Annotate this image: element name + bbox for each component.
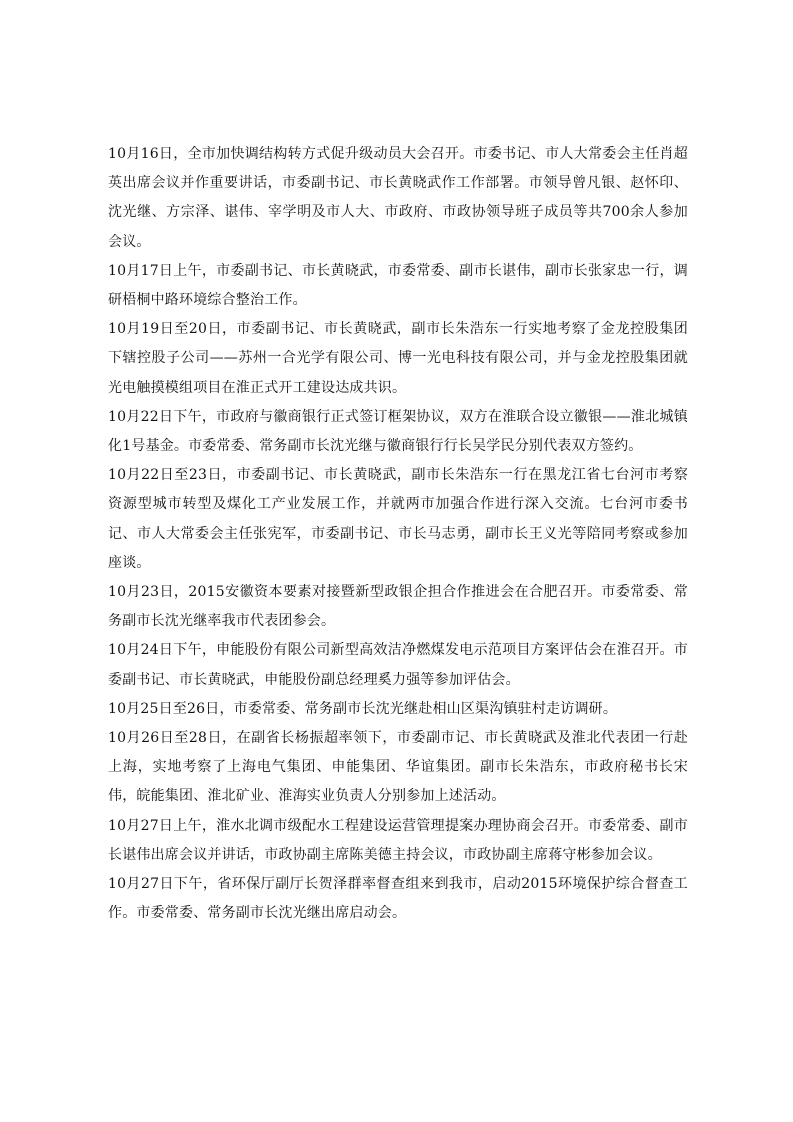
paragraph-oct16: 10月16日，全市加快调结构转方式促升级动员大会召开。市委书记、市人大常委会主任肖超英出席会议并作重要讲话，市委副书记、市长黄晓武作工作部署。市领导曾凡银、赵怀印、沈光继、方宗泽、谌伟、宰学明及市人大、市政府、市政协领导班子成员等共700余人参加会议。 — [108, 146, 688, 250]
paragraph-oct23: 10月23日，2015安徽资本要素对接暨新型政银企担合作推进会在合肥召开。市委常委、常务副市长沈光继率我市代表团参会。 — [108, 584, 688, 630]
paragraph-oct17: 10月17日上午，市委副书记、市长黄晓武，市委常委、副市长谌伟，副市长张家忠一行，调研梧桐中路环境综合整治工作。 — [108, 262, 688, 309]
paragraph-oct24: 10月24日下午，申能股份有限公司新型高效洁净燃煤发电示范项目方案评估会在淮召开。市委副书记、市长黄晓武，申能股份副总经理奚力强等参加评估会。 — [108, 642, 688, 688]
paragraph-oct22-23: 10月22日至23日，市委副书记、市长黄晓武，副市长朱浩东一行在黑龙江省七台河市考察资源型城市转型及煤化工产业发展工作，并就两市加强合作进行深入交流。七台河市委书记、市人大常委会主任张宪军，市委副书记、市长马志勇，副市长王义光等陪同考察或参加座谈。 — [108, 467, 688, 571]
paragraph-oct19: 10月19日至20日，市委副书记、市长黄晓武，副市长朱浩东一行实地考察了金龙控股集团下辖控股子公司——苏州一合光学有限公司、博一光电科技有限公司，并与金龙控股集团就光电触摸模组项目在淮正式开工建设达成共识。 — [108, 321, 688, 396]
paragraph-oct26: 10月26日至28日，在副省长杨振超率领下，市委副市记、市长黄晓武及淮北代表团一行赴上海，实地考察了上海电气集团、申能集团、华谊集团。副市长朱浩东，市政府秘书长宋伟，皖能集团、淮北矿业、淮海实业负责人分别参加上述活动。 — [108, 730, 688, 805]
paragraph-oct22-afternoon: 10月22日下午，市政府与徽商银行正式签订框架协议，双方在淮联合设立徽银——淮北城镇化1号基金。市委常委、常务副市长沈光继与徽商银行行长吴学民分别代表双方签约。 — [108, 408, 688, 455]
paragraph-oct27-afternoon: 10月27日下午，省环保厅副厅长贺泽群率督查组来到我市，启动2015环境保护综合督查工作。市委常委、常务副市长沈光继出席启动会。 — [108, 876, 688, 922]
paragraph-oct27-morning: 10月27日上午，淮水北调市级配水工程建设运营管理提案办理协商会召开。市委常委、副市长谌伟出席会议并讲话，市政协副主席陈美德主持会议，市政协副主席蒋守彬参加会议。 — [108, 817, 688, 863]
document-body — [108, 140, 688, 928]
paragraph-oct25: 10月25日至26日，市委常委、常务副市长沈光继赴相山区渠沟镇驻村走访调研。 — [108, 700, 618, 717]
